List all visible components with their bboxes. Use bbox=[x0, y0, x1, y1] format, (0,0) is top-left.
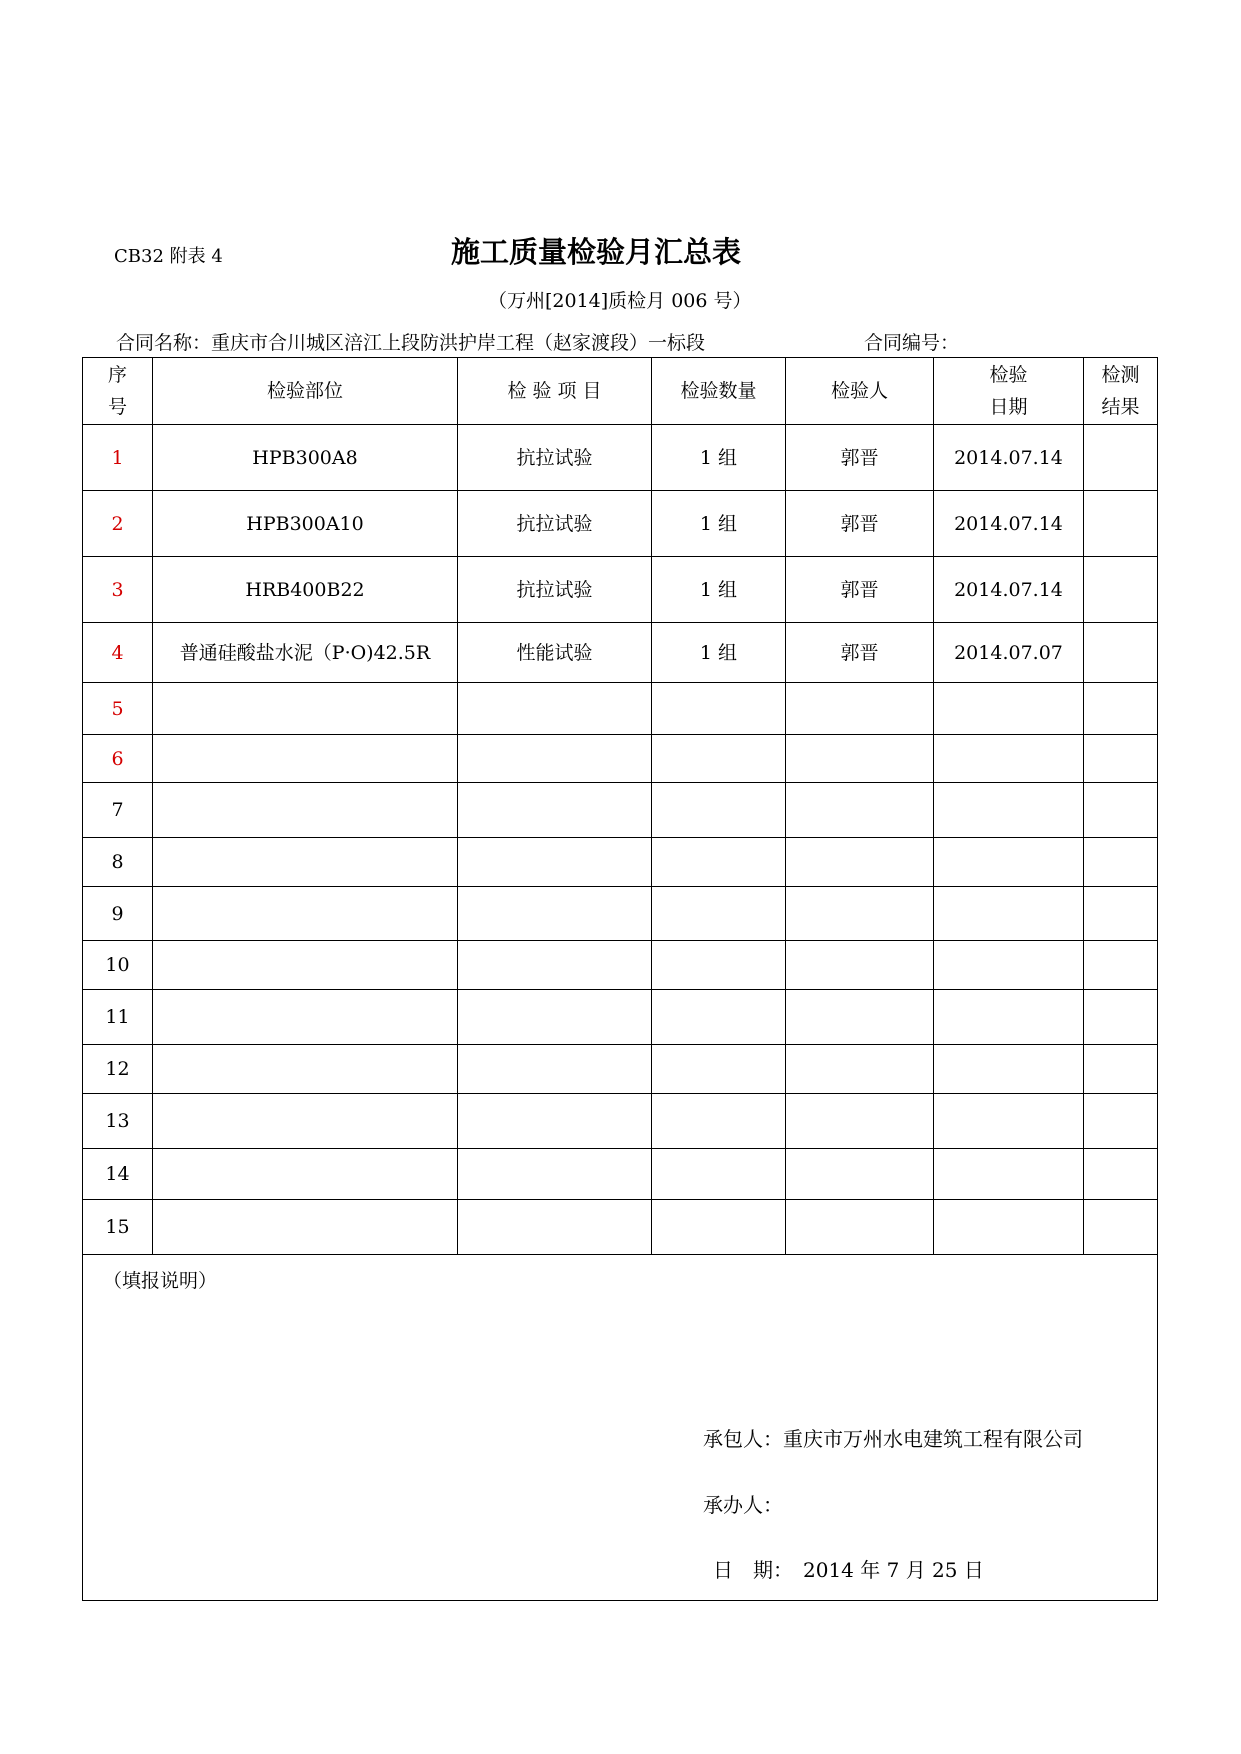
row-date bbox=[934, 990, 1084, 1045]
row-inspector bbox=[786, 1094, 934, 1149]
handler-line: 承办人： bbox=[703, 1493, 783, 1517]
row-part bbox=[153, 1149, 458, 1200]
row-qty: 1 组 bbox=[652, 425, 786, 491]
row-result bbox=[1084, 683, 1158, 735]
row-item bbox=[458, 1094, 652, 1149]
row-qty bbox=[652, 1045, 786, 1094]
row-seq: 11 bbox=[83, 990, 153, 1045]
row-date bbox=[934, 683, 1084, 735]
row-inspector: 郭晋 bbox=[786, 557, 934, 623]
contract-name: 合同名称：重庆市合川城区涪江上段防洪护岸工程（赵家渡段）一标段 bbox=[116, 332, 706, 354]
row-inspector: 郭晋 bbox=[786, 491, 934, 557]
row-inspector bbox=[786, 783, 934, 838]
row-part bbox=[153, 783, 458, 838]
row-part: 普通硅酸盐水泥（P·O)42.5R bbox=[153, 623, 458, 683]
row-result bbox=[1084, 941, 1158, 990]
table-row bbox=[83, 887, 1158, 941]
page-title: 施工质量检验月汇总表 bbox=[451, 235, 742, 269]
row-seq: 5 bbox=[83, 683, 153, 735]
row-item bbox=[458, 887, 652, 941]
contract-number-label: 合同编号： bbox=[864, 332, 960, 354]
header-inspector: 检验人 bbox=[786, 358, 934, 425]
row-date bbox=[934, 1149, 1084, 1200]
table-row bbox=[83, 491, 1158, 557]
row-inspector bbox=[786, 941, 934, 990]
row-part bbox=[153, 683, 458, 735]
row-inspector bbox=[786, 735, 934, 783]
row-qty bbox=[652, 1200, 786, 1255]
table-row bbox=[83, 557, 1158, 623]
row-seq: 8 bbox=[83, 838, 153, 887]
row-seq: 6 bbox=[83, 735, 153, 783]
inspection-table bbox=[82, 357, 1158, 1601]
row-seq: 13 bbox=[83, 1094, 153, 1149]
row-result bbox=[1084, 783, 1158, 838]
row-date bbox=[934, 887, 1084, 941]
row-part bbox=[153, 1045, 458, 1094]
row-part bbox=[153, 735, 458, 783]
form-code: CB32 附表 4 bbox=[114, 246, 223, 267]
row-qty: 1 组 bbox=[652, 623, 786, 683]
row-part bbox=[153, 887, 458, 941]
row-inspector: 郭晋 bbox=[786, 623, 934, 683]
row-seq: 15 bbox=[83, 1200, 153, 1255]
row-inspector bbox=[786, 1045, 934, 1094]
row-item: 抗拉试验 bbox=[458, 491, 652, 557]
row-seq: 2 bbox=[83, 491, 153, 557]
row-inspector bbox=[786, 1200, 934, 1255]
row-item bbox=[458, 990, 652, 1045]
row-item bbox=[458, 941, 652, 990]
note-cell bbox=[83, 1255, 1158, 1601]
row-result bbox=[1084, 735, 1158, 783]
row-qty bbox=[652, 990, 786, 1045]
row-date: 2014.07.14 bbox=[934, 491, 1084, 557]
row-seq: 9 bbox=[83, 887, 153, 941]
row-inspector bbox=[786, 683, 934, 735]
row-qty bbox=[652, 1149, 786, 1200]
row-part bbox=[153, 838, 458, 887]
row-qty bbox=[652, 735, 786, 783]
table-row bbox=[83, 1094, 1158, 1149]
row-date bbox=[934, 1045, 1084, 1094]
header-seq: 序 号 bbox=[83, 358, 153, 425]
header-result: 检测 结果 bbox=[1084, 358, 1158, 425]
row-qty bbox=[652, 683, 786, 735]
row-qty: 1 组 bbox=[652, 491, 786, 557]
row-item: 抗拉试验 bbox=[458, 425, 652, 491]
table-row bbox=[83, 783, 1158, 838]
row-qty bbox=[652, 838, 786, 887]
document-number: （万州[2014]质检月 006 号） bbox=[488, 290, 752, 312]
table-row bbox=[83, 990, 1158, 1045]
row-inspector bbox=[786, 887, 934, 941]
row-result bbox=[1084, 1149, 1158, 1200]
header-item: 检 验 项 目 bbox=[458, 358, 652, 425]
row-qty bbox=[652, 941, 786, 990]
note-label: （填报说明） bbox=[103, 1270, 218, 1292]
row-inspector: 郭晋 bbox=[786, 425, 934, 491]
row-result bbox=[1084, 491, 1158, 557]
row-date bbox=[934, 1200, 1084, 1255]
row-result bbox=[1084, 838, 1158, 887]
table-row bbox=[83, 1045, 1158, 1094]
row-seq: 12 bbox=[83, 1045, 153, 1094]
table-row bbox=[83, 838, 1158, 887]
row-item bbox=[458, 1045, 652, 1094]
row-date bbox=[934, 941, 1084, 990]
row-result bbox=[1084, 557, 1158, 623]
row-part bbox=[153, 1200, 458, 1255]
row-date bbox=[934, 1094, 1084, 1149]
row-result bbox=[1084, 1200, 1158, 1255]
row-qty: 1 组 bbox=[652, 557, 786, 623]
row-date bbox=[934, 735, 1084, 783]
row-item bbox=[458, 783, 652, 838]
row-date: 2014.07.14 bbox=[934, 557, 1084, 623]
note-row bbox=[83, 1255, 1158, 1601]
table-header-row bbox=[83, 358, 1158, 425]
row-result bbox=[1084, 425, 1158, 491]
row-part: HPB300A8 bbox=[153, 425, 458, 491]
row-inspector bbox=[786, 990, 934, 1045]
row-result bbox=[1084, 1094, 1158, 1149]
row-part bbox=[153, 990, 458, 1045]
row-item bbox=[458, 838, 652, 887]
contractor-line: 承包人：重庆市万州水电建筑工程有限公司 bbox=[703, 1427, 1083, 1451]
row-qty bbox=[652, 1094, 786, 1149]
table-row bbox=[83, 735, 1158, 783]
row-seq: 4 bbox=[83, 623, 153, 683]
header-qty: 检验数量 bbox=[652, 358, 786, 425]
row-date bbox=[934, 838, 1084, 887]
row-date bbox=[934, 783, 1084, 838]
row-item: 抗拉试验 bbox=[458, 557, 652, 623]
row-seq: 14 bbox=[83, 1149, 153, 1200]
row-inspector bbox=[786, 1149, 934, 1200]
row-seq: 3 bbox=[83, 557, 153, 623]
table-row bbox=[83, 1149, 1158, 1200]
table-row bbox=[83, 425, 1158, 491]
row-inspector bbox=[786, 838, 934, 887]
row-date: 2014.07.07 bbox=[934, 623, 1084, 683]
row-seq: 1 bbox=[83, 425, 153, 491]
row-item bbox=[458, 1149, 652, 1200]
table-row bbox=[83, 1200, 1158, 1255]
header-part: 检验部位 bbox=[153, 358, 458, 425]
row-item bbox=[458, 1200, 652, 1255]
row-date: 2014.07.14 bbox=[934, 425, 1084, 491]
row-result bbox=[1084, 990, 1158, 1045]
row-item: 性能试验 bbox=[458, 623, 652, 683]
row-part: HPB300A10 bbox=[153, 491, 458, 557]
row-seq: 10 bbox=[83, 941, 153, 990]
row-item bbox=[458, 735, 652, 783]
row-seq: 7 bbox=[83, 783, 153, 838]
date-line: 日 期： 2014 年 7 月 25 日 bbox=[713, 1558, 984, 1582]
table-row bbox=[83, 623, 1158, 683]
row-qty bbox=[652, 783, 786, 838]
row-result bbox=[1084, 1045, 1158, 1094]
row-result bbox=[1084, 887, 1158, 941]
row-result bbox=[1084, 623, 1158, 683]
header-date: 检验 日期 bbox=[934, 358, 1084, 425]
row-item bbox=[458, 683, 652, 735]
row-part: HRB400B22 bbox=[153, 557, 458, 623]
table-row bbox=[83, 941, 1158, 990]
table-row bbox=[83, 683, 1158, 735]
row-qty bbox=[652, 887, 786, 941]
row-part bbox=[153, 941, 458, 990]
row-part bbox=[153, 1094, 458, 1149]
